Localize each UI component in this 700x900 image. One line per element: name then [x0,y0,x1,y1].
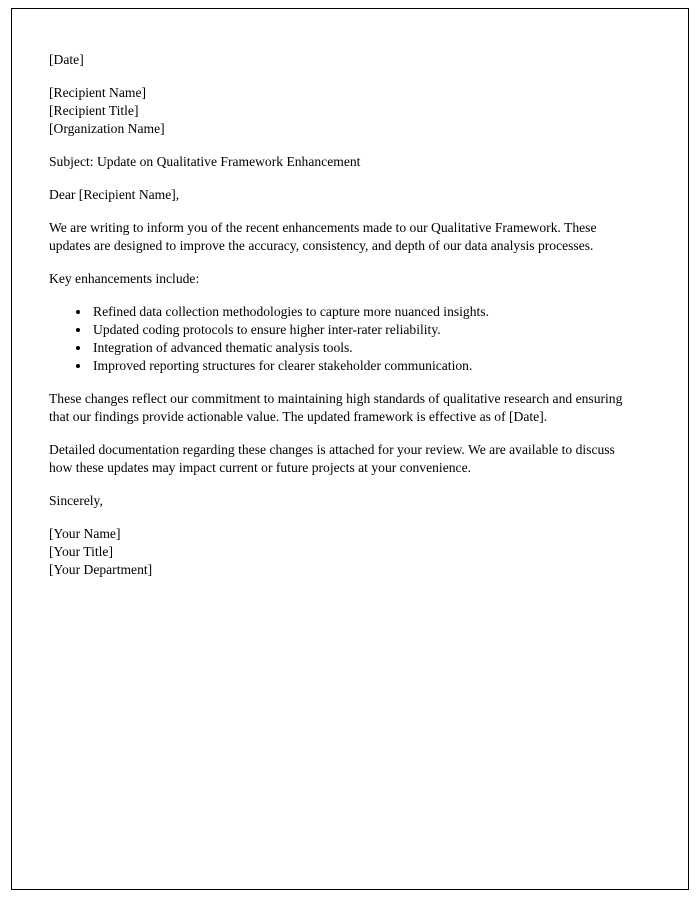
letter-body [49,51,641,579]
key-enhancements-list [49,303,641,375]
recipient-block [49,84,641,138]
organization-name-line: [Organization Name] [49,121,165,136]
key-enhancements-lead: Key enhancements include: [49,271,200,286]
intro-paragraph: We are writing to inform you of the recent enhancements made to our Qualitative Framework. These updates are designed to improve the accuracy, consistency, and depth of our data analysis processes. [49,220,597,253]
closing: Sincerely, [49,493,103,508]
list-item: • Refined data collection methodologies to capture more nuanced insights. [91,303,641,321]
list-item: • Integration of advanced thematic analysis tools. [91,339,641,357]
commitment-paragraph: These changes reflect our commitment to maintaining high standards of qualitative research and ensuring that our findings provide actionable value. The updated framework is effective as of [Date]. [49,391,623,424]
signature-title-line: [Your Title] [49,544,113,559]
signature-department-line: [Your Department] [49,562,153,577]
salutation: Dear [Recipient Name], [49,187,180,202]
date-placeholder: [Date] [49,52,84,67]
list-item: • Improved reporting structures for clearer stakeholder communication. [91,357,641,375]
recipient-name-line: [Recipient Name] [49,85,147,100]
subject-line: Subject: Update on Qualitative Framework Enhancement [49,154,361,169]
signature-block [49,525,641,579]
documentation-paragraph: Detailed documentation regarding these changes is attached for your review. We are available to discuss how these updates may impact current or future projects at your convenience. [49,442,615,475]
list-item: • Updated coding protocols to ensure higher inter-rater reliability. [91,321,641,339]
letter-border-frame [11,8,689,890]
signature-name-line: [Your Name] [49,526,121,541]
recipient-title-line: [Recipient Title] [49,103,139,118]
